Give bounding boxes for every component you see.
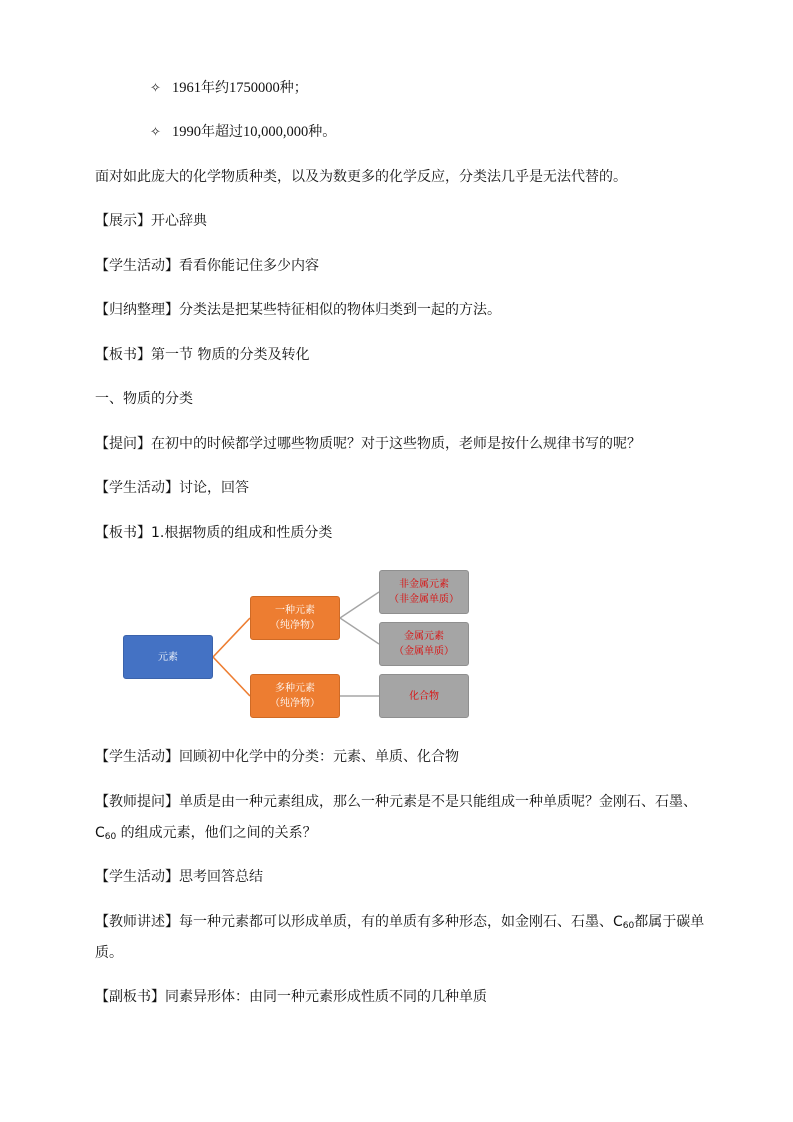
teacher-explain-end: 都属于碳单 — [634, 914, 705, 930]
paragraph-teacher-question-line1: 【教师提问】单质是由一种元素组成，那么一种元素是不是只能组成一种单质呢？金刚石、石墨、 — [95, 794, 697, 810]
bullet-year: 1961 — [172, 80, 201, 96]
multi-element-sublabel: （纯净物） — [270, 698, 320, 709]
compound-label: 化合物 — [409, 690, 439, 702]
paragraph-teacher-explain-line1 — [95, 912, 704, 936]
bullet-text: 年超过 — [201, 124, 243, 140]
bullet-1961 — [150, 78, 308, 99]
compound-box — [379, 674, 469, 718]
paragraph-display: 【展示】开心辞典 — [95, 213, 207, 229]
bullet-text-end: 种。 — [308, 124, 337, 140]
heading-classification: 一、物质的分类 — [95, 391, 193, 407]
carbon-symbol: C — [613, 914, 623, 930]
paragraph-classification-intro: 面对如此庞大的化学物质种类，以及为数更多的化学反应，分类法几乎是无法代替的。 — [95, 169, 627, 185]
multi-element-label: 多种元素 — [275, 683, 315, 694]
bullet-text-end: 种； — [279, 80, 308, 96]
bullet-text: 年约 — [201, 80, 229, 96]
teacher-explain-text: 【教师讲述】每一种元素都可以形成单质，有的单质有多种形态，如金刚石、石墨、 — [95, 914, 613, 930]
carbon-subscript: 60 — [622, 921, 635, 931]
connector-root-one — [213, 618, 250, 657]
bullet-number: 1750000 — [229, 80, 280, 96]
paragraph-student-activity-1: 【学生活动】看看你能记住多少内容 — [95, 258, 319, 274]
paragraph-teacher-explain-line2: 质。 — [95, 945, 123, 961]
carbon-subscript: 60 — [104, 832, 117, 842]
board-tag: 【板书】 — [95, 525, 151, 541]
nonmetal-box — [379, 570, 469, 614]
classification-diagram — [118, 566, 478, 726]
root-box-element — [123, 635, 213, 679]
bullet-number: 10,000,000 — [243, 124, 309, 140]
paragraph-board-classify — [95, 523, 332, 543]
metal-sublabel: （金属单质） — [394, 646, 454, 657]
paragraph-board-section: 【板书】第一节 物质的分类及转化 — [95, 347, 310, 363]
star-bullet-icon: ✧ — [150, 125, 161, 140]
one-element-sublabel: （纯净物） — [270, 620, 320, 631]
carbon-symbol: C — [95, 825, 105, 841]
star-bullet-icon: ✧ — [150, 81, 161, 96]
nonmetal-sublabel: （非金属单质） — [389, 594, 459, 605]
root-label: 元素 — [158, 651, 178, 663]
paragraph-teacher-question-line2 — [95, 823, 317, 847]
teacher-question-rest: 的组成元素，他们之间的关系？ — [116, 825, 317, 841]
bullet-year: 1990 — [172, 124, 201, 140]
one-element-label: 一种元素 — [275, 605, 315, 616]
nonmetal-label: 非金属元素 — [399, 579, 449, 590]
board-classify-text: 1.根据物质的组成和性质分类 — [151, 525, 333, 541]
paragraph-sub-board: 【副板书】同素异形体：由同一种元素形成性质不同的几种单质 — [95, 989, 487, 1005]
connector-root-multi — [213, 657, 250, 696]
paragraph-student-activity-2: 【学生活动】讨论，回答 — [95, 480, 249, 496]
one-element-box — [250, 596, 340, 640]
paragraph-student-summary: 【学生活动】思考回答总结 — [95, 869, 263, 885]
metal-label: 金属元素 — [404, 631, 444, 642]
connector-one-metal — [340, 618, 379, 644]
metal-box — [379, 622, 469, 666]
multi-element-box — [250, 674, 340, 718]
paragraph-summary: 【归纳整理】分类法是把某些特征相似的物体归类到一起的方法。 — [95, 302, 501, 318]
paragraph-student-review: 【学生活动】回顾初中化学中的分类：元素、单质、化合物 — [95, 749, 459, 765]
bullet-1990 — [150, 122, 336, 143]
paragraph-question: 【提问】在初中的时候都学过哪些物质呢？对于这些物质，老师是按什么规律书写的呢？ — [95, 436, 641, 452]
connector-one-nonmetal — [340, 592, 379, 618]
